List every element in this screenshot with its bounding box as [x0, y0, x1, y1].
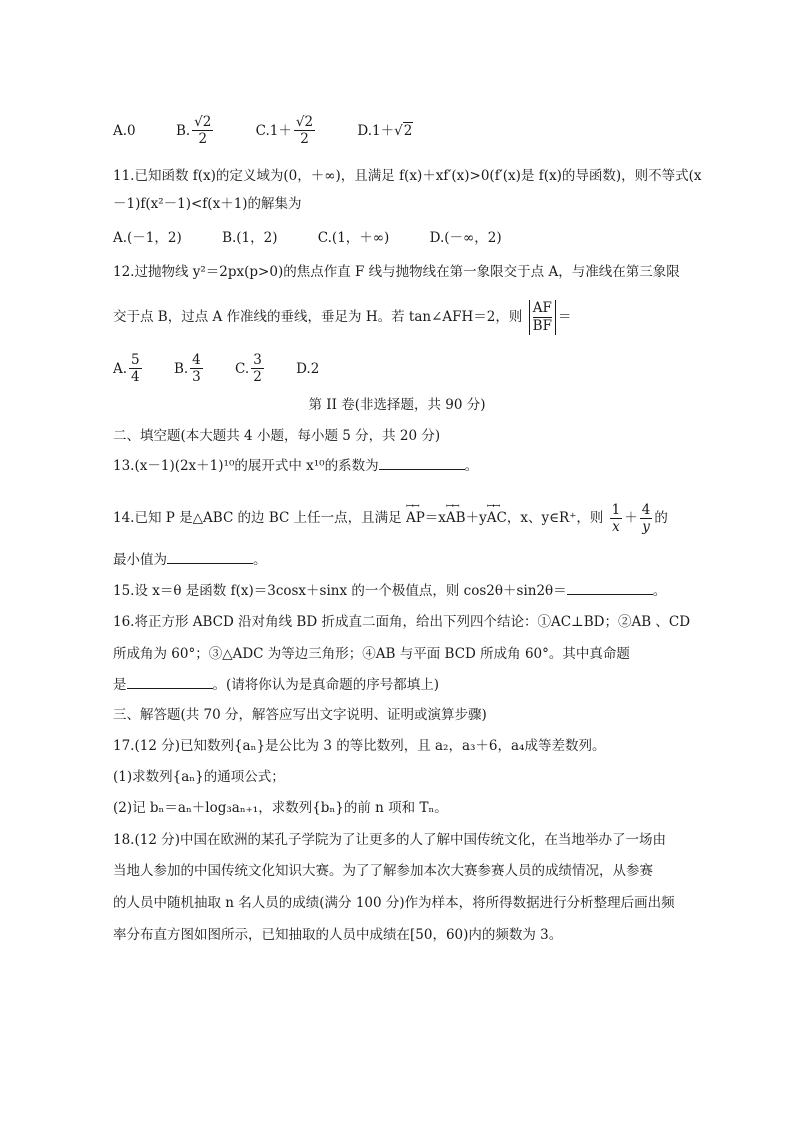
- q11-option-c: C.(1，＋∞): [317, 230, 390, 246]
- q11-options: [113, 228, 538, 248]
- answer-blank: [167, 551, 253, 564]
- q11-option-b: B.(1，2): [222, 230, 278, 246]
- q11-option-d: D.(－∞，2): [429, 230, 502, 246]
- q12-option-c: C. $\frac{3}{2}$: [235, 352, 262, 385]
- q17-line2: (1)求数列{aₙ}的通项公式；: [113, 769, 285, 785]
- fraction: $\frac{√2}{2}$: [194, 114, 212, 147]
- q13: 13.(x－1)(2x＋1)¹⁰的展开式中 x¹⁰的系数为 。: [113, 458, 479, 474]
- q18-line2: 当地人参加的中国传统文化知识大赛。为了了解参加本次大赛参赛人员的成绩情况，从参赛: [113, 863, 653, 879]
- q17-line3: (2)记 bₙ＝aₙ＋log₃aₙ₊₁，求数列{bₙ}的前 n 项和 Tₙ。: [113, 800, 448, 816]
- q18-line3: 的人员中随机抽取 n 名人员的成绩(满分 100 分)作为样本，将所得数据进行分析整理后画出频: [113, 895, 675, 911]
- fraction: $\frac{1}{x}$: [611, 502, 621, 535]
- sqrt: √2: [394, 122, 413, 139]
- vector-ap: ꟷꟷ AP: [406, 508, 425, 528]
- answer-blank: [567, 582, 653, 595]
- q16-line3: 是 。(请将你认为是真命题的序号都填上): [113, 677, 440, 693]
- q10-option-c: C.1＋ $\frac{√2}{2}$: [255, 114, 314, 147]
- q11-line2: －1)f(x²－1)<f(x＋1)的解集为: [113, 196, 302, 212]
- fraction: $\frac{4}{y}$: [641, 502, 651, 535]
- abs-fraction: $\frac{AF}{BF}$: [529, 300, 556, 335]
- q16-line2: 所成角为 60°；③△ADC 为等边三角形；④AB 与平面 BCD 所成角 60°。其中真命题: [113, 646, 630, 662]
- section3-heading: 三、解答题(共 70 分，解答应写出文字说明、证明或演算步骤): [113, 707, 487, 723]
- q10-option-a: A.0: [113, 122, 136, 139]
- q12-option-d: D.2: [296, 360, 320, 377]
- q12-line1: 12.过抛物线 y²＝2px(p>0)的焦点作直 F 线与抛物线在第一象限交于点 A，与准线在第三象限: [113, 264, 680, 280]
- fraction: $\frac{5}{4}$: [131, 352, 140, 385]
- section2-heading: 二、填空题(本大题共 4 小题，每小题 5 分，共 20 分): [113, 428, 441, 444]
- fraction: $\frac{4}{3}$: [192, 352, 201, 385]
- q15: 15.设 x＝θ 是函数 f(x)＝3cosx＋sinx 的一个极值点，则 cos2θ＋sin2θ＝ 。: [113, 583, 667, 599]
- answer-blank: [127, 676, 213, 689]
- q12-line2: 交于点 B，过点 A 作准线的垂线，垂足为 H。若 tan∠AFH＝2，则 $\frac{AF}{BF}$ ＝: [113, 300, 572, 334]
- q14-line2: 最小值为 。: [113, 552, 267, 568]
- q18-line4: 率分布直方图如图所示，已知抽取的人员中成绩在[50，60)内的频数为 3。: [113, 927, 563, 943]
- q18-line1: 18.(12 分)中国在欧洲的某孔子学院为了让更多的人了解中国传统文化，在当地举办了一场由: [113, 832, 666, 848]
- q10-option-b: B. $\frac{√2}{2}$: [175, 114, 212, 147]
- q16-line1: 16.将正方形 ABCD 沿对角线 BD 折成直二面角，给出下列四个结论：①AC⊥BD；②AB 、CD: [113, 614, 691, 630]
- part2-title: 第 II 卷(非选择题，共 90 分): [308, 397, 486, 413]
- q11-line1: 11.已知函数 f(x)的定义域为(0，＋∞)，且满足 f(x)＋xf′(x)>0(f′(x)是 f(x)的导函数)，则不等式(x: [113, 168, 702, 184]
- q10-option-d: D.1＋ √2: [357, 122, 413, 139]
- q12-option-a: A. $\frac{5}{4}$: [113, 352, 140, 385]
- q11-option-a: A.(－1，2): [113, 230, 182, 246]
- q10-options: [113, 114, 449, 147]
- q12-options: [113, 352, 355, 385]
- vector-ab: ꟷꟷ AB: [446, 508, 466, 528]
- q17-line1: 17.(12 分)已知数列{aₙ}是公比为 3 的等比数列，且 a₂，a₃＋6，a₄成等差数列。: [113, 738, 606, 754]
- answer-blank: [379, 457, 465, 470]
- fraction: $\frac{√2}{2}$: [295, 114, 314, 147]
- vector-ac: ꟷꟷ AC: [487, 508, 507, 528]
- fraction: $\frac{3}{2}$: [253, 352, 262, 385]
- q12-option-b: B. $\frac{4}{3}$: [173, 352, 201, 385]
- q14-line1: 14.已知 P 是△ABC 的边 BC 上任一点，且满足 ꟷꟷ AP＝xꟷꟷ AB＋yꟷꟷ AC，x、y∈R⁺，则 $\frac{1}{x}$ ＋ $\frac{4}{y}$ 的: [113, 502, 668, 535]
